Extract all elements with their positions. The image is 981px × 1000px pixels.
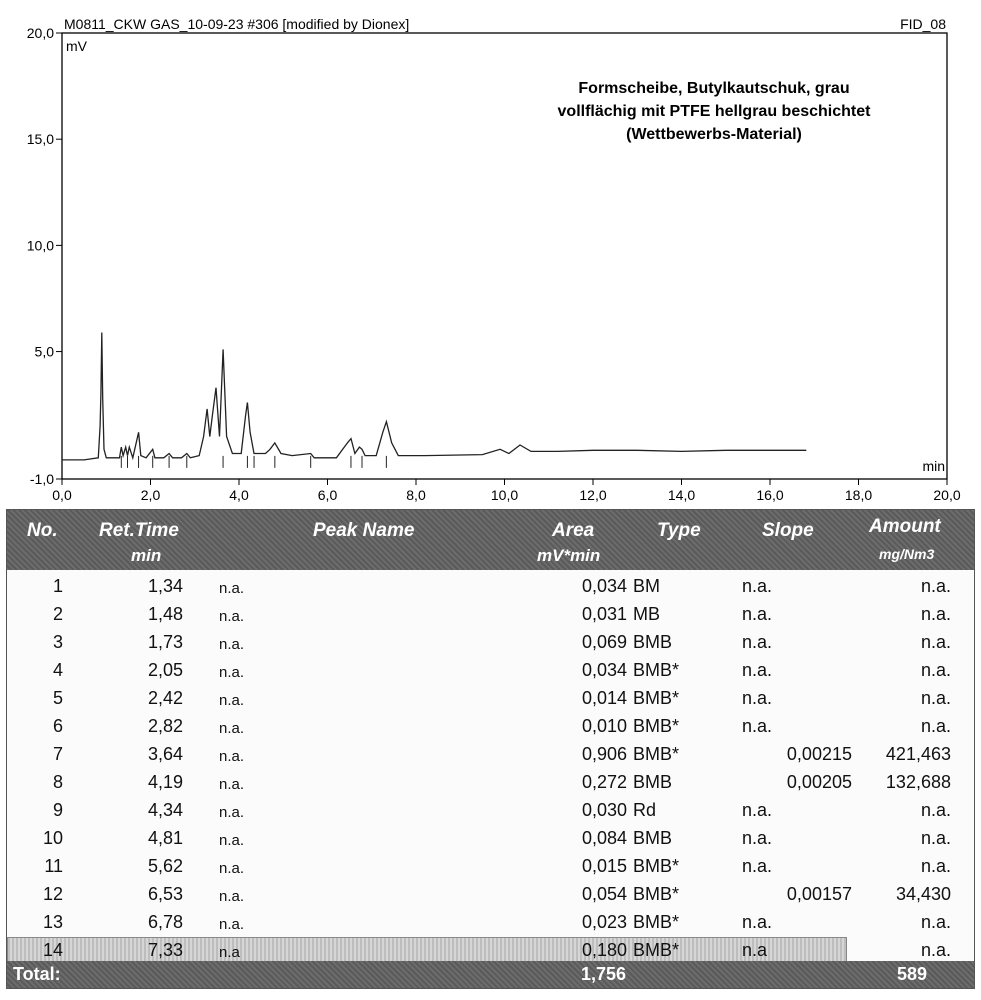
cell-amount: 132,688 <box>885 772 951 792</box>
cell-ret-time: 5,62 <box>147 856 183 876</box>
cell-ret-time: 2,42 <box>147 688 183 708</box>
cell-no: 12 <box>42 884 63 904</box>
cell-type: Rd <box>633 800 657 820</box>
cell-type: BMB <box>633 772 673 792</box>
cell-peak-name: n.a. <box>219 748 245 765</box>
cell-slope: 0,00215 <box>786 744 852 764</box>
table-row <box>7 628 974 656</box>
table-row <box>7 796 974 824</box>
cell-ret-time: 2,05 <box>147 660 183 680</box>
x-tick-label: 0,0 <box>52 487 72 503</box>
cell-type: BMB* <box>633 688 680 708</box>
cell-peak-name: n.a <box>219 944 240 961</box>
cell-ret-time: 6,78 <box>147 912 183 932</box>
header-no: No. <box>27 520 58 541</box>
cell-no: 11 <box>44 856 63 876</box>
cell-no: 4 <box>52 660 63 680</box>
cell-no: 2 <box>52 604 63 624</box>
table-row <box>7 824 974 852</box>
total-area: 1,756 <box>581 964 627 984</box>
table-row <box>7 768 974 796</box>
cell-no: 13 <box>42 912 63 932</box>
cell-slope: n.a. <box>742 576 773 596</box>
x-tick-label: 10,0 <box>490 487 519 503</box>
channel-name: FID_08 <box>900 16 946 32</box>
cell-amount: n.a. <box>920 940 951 960</box>
cell-peak-name: n.a. <box>219 860 245 877</box>
cell-type: BM <box>633 576 660 596</box>
cell-amount: n.a. <box>920 688 951 708</box>
cell-slope: 0,00205 <box>786 772 852 792</box>
header-type: Type <box>657 520 701 541</box>
cell-slope: n.a. <box>742 716 773 736</box>
cell-no: 7 <box>52 744 63 764</box>
cell-type: BMB* <box>633 716 680 736</box>
cell-area: 0,010 <box>581 716 627 736</box>
cell-type: BMB <box>633 632 673 652</box>
cell-amount: 34,430 <box>895 884 951 904</box>
cell-type: BMB* <box>633 884 680 904</box>
x-tick-label: 18,0 <box>844 487 873 503</box>
cell-peak-name: n.a. <box>219 664 245 681</box>
x-tick-label: 12,0 <box>579 487 607 503</box>
cell-area: 0,031 <box>581 604 627 624</box>
table-row <box>7 908 974 936</box>
cell-area: 0,272 <box>581 772 627 792</box>
sample-name: M0811_CKW GAS_10-09-23 #306 [modified by Dionex] <box>64 16 410 32</box>
x-tick-label: 4,0 <box>229 487 249 503</box>
cell-no: 9 <box>52 800 63 820</box>
cell-no: 5 <box>52 688 63 708</box>
cell-peak-name: n.a. <box>219 692 245 709</box>
peak-table <box>6 509 975 989</box>
cell-type: BMB* <box>633 912 680 932</box>
table-row <box>7 740 974 768</box>
header-amount-unit: mg/Nm3 <box>879 546 935 562</box>
cell-ret-time: 1,48 <box>147 604 183 624</box>
header-peak-name: Peak Name <box>313 520 415 541</box>
x-tick-label: 6,0 <box>317 487 338 503</box>
cell-peak-name: n.a. <box>219 888 245 905</box>
cell-slope: n.a. <box>742 604 773 624</box>
cell-slope: n.a. <box>742 912 773 932</box>
cell-amount: n.a. <box>920 800 951 820</box>
cell-peak-name: n.a. <box>219 776 245 793</box>
total-row <box>7 961 974 988</box>
x-tick-label: 16,0 <box>756 487 784 503</box>
cell-no: 10 <box>42 828 63 848</box>
cell-area: 0,054 <box>581 884 627 904</box>
cell-type: BMB <box>633 828 673 848</box>
cell-amount: n.a. <box>920 912 951 932</box>
table-row <box>7 656 974 684</box>
header-ret-time-unit: min <box>131 546 162 565</box>
cell-area: 0,015 <box>581 856 627 876</box>
cell-area: 0,180 <box>581 940 627 960</box>
cell-slope: n.a. <box>742 632 773 652</box>
cell-peak-name: n.a. <box>219 804 245 821</box>
cell-area: 0,014 <box>581 688 627 708</box>
plot-frame <box>62 33 947 479</box>
y-tick-label: 5,0 <box>34 343 54 360</box>
cell-area: 0,069 <box>581 632 627 652</box>
table-row <box>7 712 974 740</box>
header-amount: Amount <box>869 516 941 537</box>
y-tick-label: 10,0 <box>26 237 54 254</box>
cell-ret-time: 3,64 <box>147 744 183 764</box>
annotation-line-2: vollflächig mit PTFE hellgrau beschichtet <box>557 103 871 120</box>
cell-no: 3 <box>52 632 63 652</box>
cell-amount: n.a. <box>920 856 951 876</box>
cell-ret-time: 4,19 <box>147 772 183 792</box>
cell-ret-time: 4,81 <box>147 828 183 848</box>
cell-type: MB <box>633 604 660 624</box>
cell-peak-name: n.a. <box>219 720 245 737</box>
cell-ret-time: 4,34 <box>147 800 183 820</box>
y-axis-ticks <box>27 25 62 487</box>
table-row <box>7 880 974 908</box>
header-area: Area <box>552 520 595 541</box>
cell-ret-time: 1,73 <box>147 632 183 652</box>
annotation-line-1: Formscheibe, Butylkautschuk, grau <box>578 80 850 97</box>
cell-area: 0,030 <box>581 800 627 820</box>
cell-peak-name: n.a. <box>219 832 245 849</box>
cell-amount: n.a. <box>920 660 951 680</box>
cell-slope: 0,00157 <box>786 884 852 904</box>
cell-type: BMB* <box>633 856 680 876</box>
cell-no: 6 <box>52 716 63 736</box>
cell-no: 1 <box>52 576 63 596</box>
table-row <box>7 936 974 964</box>
cell-slope: n.a <box>742 940 768 960</box>
cell-type: BMB* <box>633 744 680 764</box>
cell-ret-time: 1,34 <box>147 576 183 596</box>
y-tick-label: 20,0 <box>26 25 54 41</box>
cell-peak-name: n.a. <box>219 636 245 653</box>
header-slope: Slope <box>762 520 814 541</box>
table-row <box>7 684 974 712</box>
cell-type: BMB* <box>633 660 680 680</box>
cell-area: 0,084 <box>581 828 627 848</box>
cell-amount: n.a. <box>920 604 951 624</box>
total-amount: 589 <box>897 964 928 984</box>
table-row <box>7 572 974 600</box>
cell-type: BMB* <box>633 940 680 960</box>
x-axis-label: min <box>922 458 945 474</box>
cell-peak-name: n.a. <box>219 580 245 597</box>
x-tick-label: 20,0 <box>933 487 961 503</box>
cell-slope: n.a. <box>742 800 773 820</box>
cell-ret-time: 2,82 <box>147 716 183 736</box>
cell-amount: n.a. <box>920 576 951 596</box>
total-label: Total: <box>13 964 61 984</box>
cell-area: 0,023 <box>581 912 627 932</box>
x-tick-label: 14,0 <box>667 487 696 503</box>
y-tick-label: -1,0 <box>29 471 54 487</box>
header-ret-time: Ret.Time <box>99 520 179 541</box>
cell-area: 0,906 <box>581 744 627 764</box>
cell-peak-name: n.a. <box>219 916 245 933</box>
cell-amount: 421,463 <box>885 744 951 764</box>
cell-amount: n.a. <box>920 716 951 736</box>
cell-area: 0,034 <box>581 576 627 596</box>
cell-area: 0,034 <box>581 660 627 680</box>
header-area-unit: mV*min <box>537 546 601 565</box>
cell-slope: n.a. <box>742 660 773 680</box>
chromatogram-trace <box>62 333 806 460</box>
cell-amount: n.a. <box>920 632 951 652</box>
x-axis-ticks <box>52 479 961 503</box>
cell-ret-time: 7,33 <box>147 940 183 960</box>
table-row <box>7 600 974 628</box>
x-tick-label: 2,0 <box>140 487 161 503</box>
cell-amount: n.a. <box>920 828 951 848</box>
table-row <box>7 852 974 880</box>
cell-slope: n.a. <box>742 688 773 708</box>
cell-slope: n.a. <box>742 828 773 848</box>
annotation-line-3: (Wettbewerbs-Material) <box>626 126 802 143</box>
cell-no: 14 <box>42 940 63 960</box>
cell-slope: n.a. <box>742 856 773 876</box>
y-tick-label: 15,0 <box>26 131 54 148</box>
cell-peak-name: n.a. <box>219 608 245 625</box>
cell-no: 8 <box>52 772 63 792</box>
table-header <box>7 510 974 570</box>
cell-ret-time: 6,53 <box>147 884 183 904</box>
x-tick-label: 8,0 <box>406 487 426 503</box>
y-axis-label: mV <box>66 38 87 54</box>
